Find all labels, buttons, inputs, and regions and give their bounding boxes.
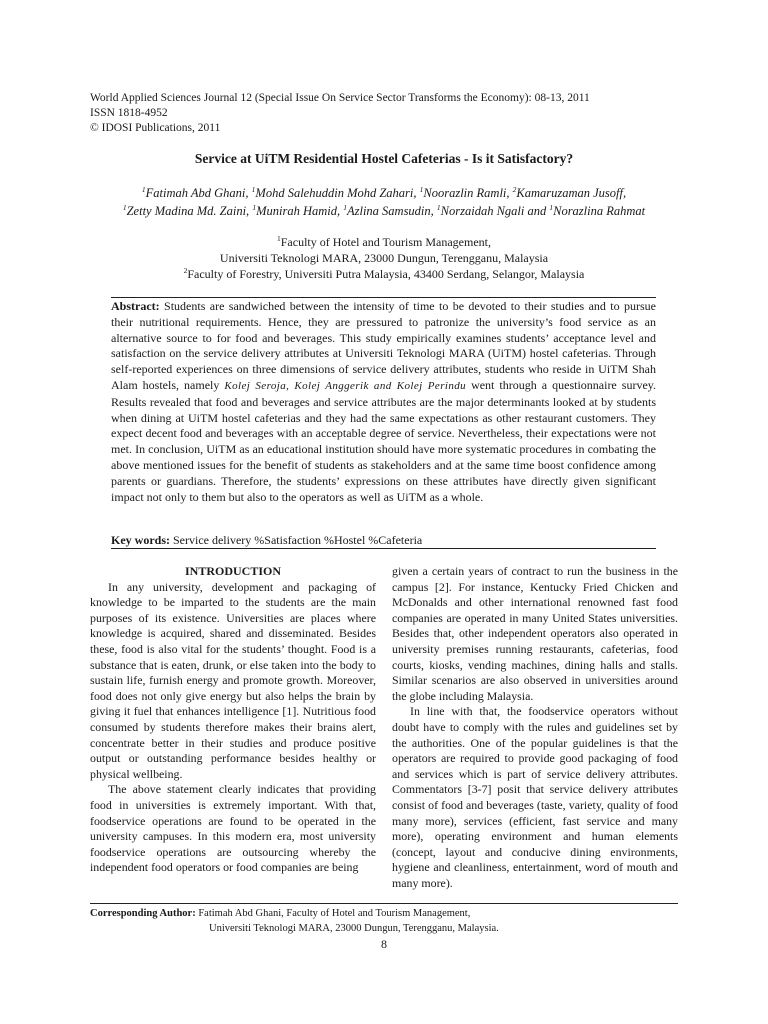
intro-paragraph-2-cont: given a certain years of contract to run the business in the campus [2]. For instance, Kentucky Fried Chicken and McDonalds and other international renowned fast food companies are operated in many United States universities. Besides that, other independent operators also operated in university premises running restaurants, cafeterias, food courts, kiosks, vending machines, dining halls and stalls. Similar scenarios are also observed in universities around the globe including Malaysia. bbox=[392, 564, 678, 703]
author: Norazlina Rahmat bbox=[553, 204, 646, 218]
abstract-text: Students are sandwiched between the intensity of time to be devoted to their studies and to pursue their nutritional requirements. Hence, they are pressured to patronize the university’s food service as an alternative source to for food and beverages. This study empirically examines students’ acceptance level and satisfaction on the service delivery attributes at Universiti Teknologi MARA (UiTM) hostel cafeterias. Through self-reported experiences on three dimensions of service delivery attributes, students who reside in UiTM Shah Alam hostels, namely bbox=[111, 299, 656, 392]
intro-paragraph-2: The above statement clearly indicates that providing food in universities is extremely important. With that, foodservice operations are found to be operated in the university campuses. In this modern era, most university foodservice operations are outsourcing whereby the independent food operators or food companies are being bbox=[90, 782, 376, 875]
author: Munirah Hamid, bbox=[256, 204, 344, 218]
corresponding-author-line-2: Universiti Teknologi MARA, 23000 Dungun, Terengganu, Malaysia. bbox=[209, 923, 499, 934]
affiliations bbox=[40, 234, 728, 282]
author-line-2: $^1$Zetty Madina Md. Zaini, $^1$Munirah Hamid, $^1$Azlina Samsudin, $^1$Norzaidah Ngali and $^1$Norazlina Rahmat bbox=[122, 202, 646, 218]
college-names: Kolej Seroja, Kolej Anggerik and Kolej Perindu bbox=[224, 379, 467, 392]
corresponding-author bbox=[90, 906, 499, 936]
abstract-label: Abstract: bbox=[111, 299, 160, 313]
author: Azlina Samsudin, bbox=[346, 204, 437, 218]
abstract-text-cont: went through a questionnaire survey. Results revealed that food and beverages and service attributes are the major determinants looked at by students when dining at UiTM hostel cafeterias and they had the same expectations as other restaurant customers. They expect decent food and beverages with an acceptable degree of service. Nevertheless, their expectations were not met. In conclusion, UiTM as an educational institution should have more systematic procedures in combating the above mentioned issues for the benefit of students as stakeholders and at the same time boost confidence among parents or guardians. Therefore, the students’ expressions on these attributes have directly given significant impact not only to them but also to the operators as well as UiTM as a whole. bbox=[111, 377, 656, 504]
keywords-bottom-rule bbox=[111, 548, 656, 549]
intro-paragraph-3: In line with that, the foodservice operators without doubt have to comply with the rules and guidelines set by the authorities. One of the popular guidelines is that the operators are required to provide good packaging of food and services which is part of service delivery attributes. Commentators [3-7] posit that service delivery attributes consist of food and beverages (taste, variety, quality of food many more), services (efficient, fast service and many more), operating environment and human elements (concept, layout and conducive dining environments, hygiene and cleanliness, entertainment, word of mouth and many more). bbox=[392, 704, 678, 890]
affiliation-1: $^1$Faculty of Hotel and Tourism Management, bbox=[277, 234, 491, 249]
author-list bbox=[40, 184, 728, 220]
author: Noorazlin Ramli, bbox=[423, 186, 513, 200]
author: Mohd Salehuddin Mohd Zahari, bbox=[255, 186, 420, 200]
paper-title: Service at UiTM Residential Hostel Cafeterias - Is it Satisfactory? bbox=[194, 151, 574, 166]
affiliation-2: $^2$Faculty of Forestry, Universiti Putra Malaysia, 43400 Serdang, Selangor, Malaysia bbox=[183, 266, 585, 281]
author: Norzaidah Ngali and bbox=[440, 204, 550, 218]
keywords bbox=[111, 533, 656, 548]
abstract-top-rule bbox=[111, 297, 656, 298]
journal-header bbox=[90, 91, 590, 136]
keywords-text: Service delivery %Satisfaction %Hostel %Cafeteria bbox=[170, 533, 423, 547]
issn: ISSN 1818-4952 bbox=[90, 107, 168, 119]
author: Kamaruzaman Jusoff, bbox=[516, 186, 627, 200]
corresponding-author-label: Corresponding Author: bbox=[90, 908, 196, 919]
footer-rule bbox=[90, 903, 678, 904]
abstract bbox=[111, 299, 656, 505]
journal-citation: World Applied Sciences Journal 12 (Special Issue On Service Sector Transforms the Economy): 08-13, 2011 bbox=[90, 92, 590, 104]
author: Zetty Madina Md. Zaini, bbox=[126, 204, 253, 218]
right-column bbox=[392, 564, 678, 891]
author-line-1: $^1$Fatimah Abd Ghani, $^1$Mohd Salehuddin Mohd Zahari, $^1$Noorazlin Ramli, $^2$Kamaruzaman Jusoff, bbox=[141, 184, 627, 200]
page-number: 8 bbox=[381, 937, 387, 951]
corresponding-author-line-1: Fatimah Abd Ghani, Faculty of Hotel and Tourism Management, bbox=[195, 908, 471, 919]
intro-paragraph-1: In any university, development and packaging of knowledge to be imparted to the students are the main purposes of its existence. Universities are places where knowledge is acquired, shared and disseminated. Besides these, food is also vital for the students’ thought. Food is a substance that is eaten, drunk, or else taken into the body to sustain life, furnish energy and promote growth. Moreover, food does not only give energy but also helps the brain by giving it fuel that enhances intelligence [1]. Nutritious food consumed by students therefore makes their brains alert, concentrate better in their studies and produce positive output or outstanding performance besides healthy or physical wellbeing. bbox=[90, 579, 376, 781]
copyright: © IDOSI Publications, 2011 bbox=[90, 122, 221, 134]
affiliation-1-address: Universiti Teknologi MARA, 23000 Dungun, Terengganu, Malaysia bbox=[219, 251, 549, 265]
author: Fatimah Abd Ghani, bbox=[145, 186, 252, 200]
keywords-label: Key words: bbox=[111, 533, 170, 547]
introduction-heading: INTRODUCTION bbox=[184, 564, 281, 578]
left-column bbox=[90, 564, 376, 876]
